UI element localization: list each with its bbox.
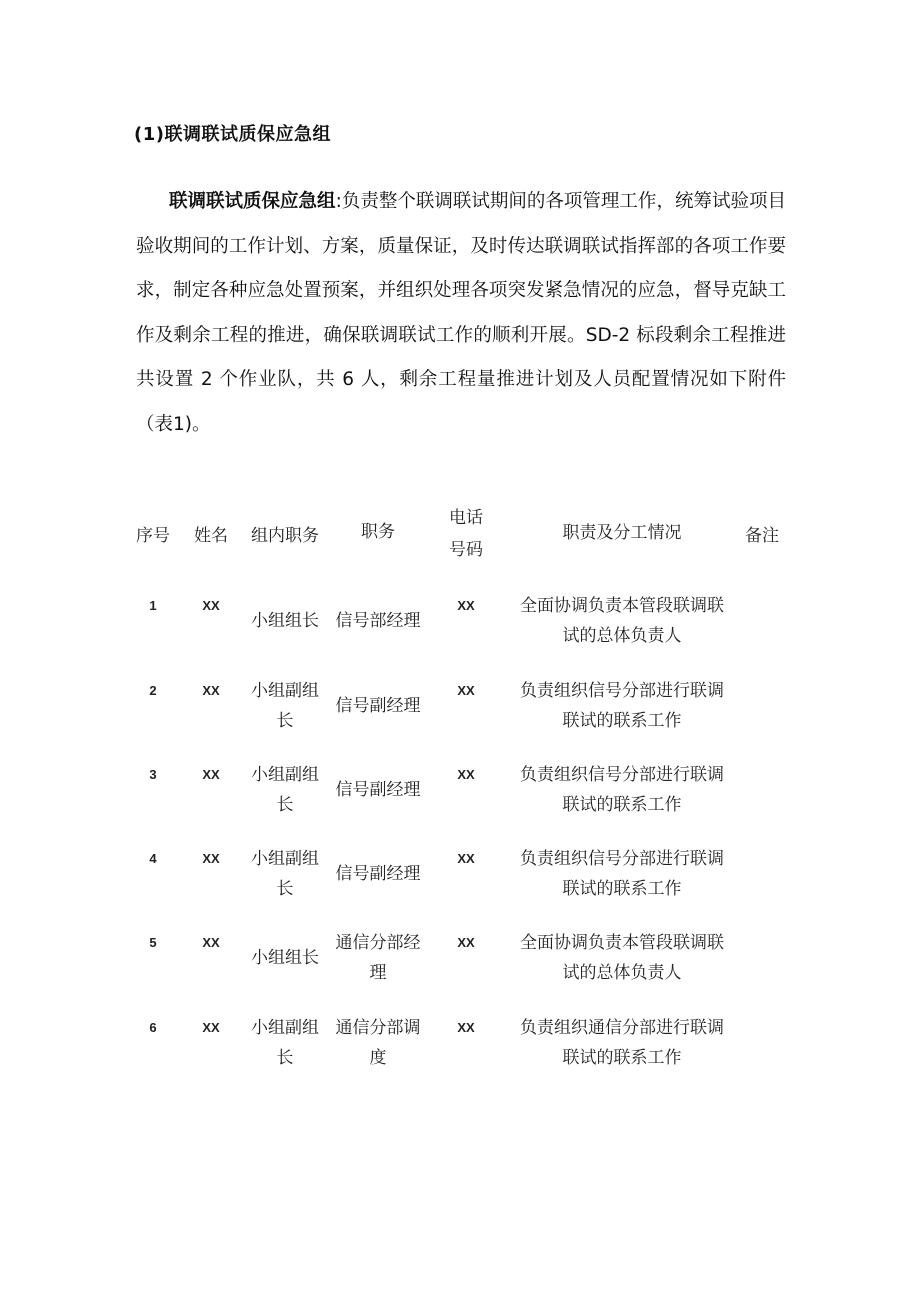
row-6-position (330, 1013, 426, 1073)
paragraph-lead: 联调联试质保应急组 (169, 191, 336, 212)
row-5-position (330, 928, 426, 988)
row-6-role (245, 1013, 325, 1073)
header-no: 序号 (136, 526, 170, 546)
row-4-duty-line-2: 联试的联系工作 (562, 879, 682, 899)
section-heading: (1)联调联试质保应急组 (134, 124, 331, 145)
row-5-no: 5 (149, 935, 157, 950)
row-5-duty-line-2: 试的总体负责人 (562, 963, 682, 983)
row-4-role (245, 844, 325, 904)
row-4-duty (506, 844, 738, 904)
header-phone-line1: 电话 (449, 508, 483, 528)
row-3-no: 3 (149, 767, 157, 782)
row-1-name: XX (202, 598, 220, 613)
row-3-role-line-1: 小组副组 (251, 765, 319, 785)
row-4-role-line-1: 小组副组 (251, 849, 319, 869)
row-1-role (245, 606, 325, 636)
row-6-phone: XX (457, 1020, 475, 1035)
row-6-name: XX (202, 1020, 220, 1035)
row-2-no: 2 (149, 683, 157, 698)
row-1-no: 1 (149, 598, 157, 613)
row-5-position-line-2: 理 (369, 963, 387, 983)
header-name: 姓名 (194, 526, 228, 546)
row-6-duty (506, 1013, 738, 1073)
row-2-role (245, 676, 325, 736)
description-paragraph (136, 180, 786, 447)
row-3-duty-line-2: 联试的联系工作 (562, 795, 682, 815)
header-phone-line2: 号码 (449, 540, 483, 560)
row-3-position-line-1: 信号副经理 (335, 780, 421, 800)
row-1-duty (506, 591, 738, 651)
row-2-duty-line-1: 负责组织信号分部进行联调 (520, 681, 724, 701)
row-6-role-line-1: 小组副组 (251, 1018, 319, 1038)
row-4-phone: XX (457, 851, 475, 866)
row-3-role (245, 760, 325, 820)
row-4-position-line-1: 信号副经理 (335, 864, 421, 884)
row-1-duty-line-1: 全面协调负责本管段联调联 (520, 596, 724, 616)
row-6-duty-line-2: 联试的联系工作 (562, 1048, 682, 1068)
row-2-phone: XX (457, 683, 475, 698)
header-duty: 职责及分工情况 (562, 523, 682, 543)
row-3-role-line-2: 长 (276, 795, 294, 815)
row-6-duty-line-1: 负责组织通信分部进行联调 (520, 1018, 724, 1038)
row-5-role-line-1: 小组组长 (251, 948, 319, 968)
row-5-position-line-1: 通信分部经 (335, 933, 421, 953)
row-5-name: XX (202, 935, 220, 950)
row-2-duty (506, 676, 738, 736)
row-3-duty-line-1: 负责组织信号分部进行联调 (520, 765, 724, 785)
row-4-position (330, 859, 426, 889)
row-1-phone: XX (457, 598, 475, 613)
row-5-duty-line-1: 全面协调负责本管段联调联 (520, 933, 724, 953)
row-1-position (330, 606, 426, 636)
header-phone (444, 502, 488, 566)
row-2-position (330, 691, 426, 721)
row-5-role (245, 943, 325, 973)
row-3-position (330, 775, 426, 805)
row-6-role-line-2: 长 (276, 1048, 294, 1068)
row-4-name: XX (202, 851, 220, 866)
row-6-position-line-2: 度 (369, 1048, 387, 1068)
header-role: 组内职务 (251, 526, 319, 546)
row-1-duty-line-2: 试的总体负责人 (562, 626, 682, 646)
header-note: 备注 (745, 526, 779, 546)
row-2-position-line-1: 信号副经理 (335, 696, 421, 716)
row-3-name: XX (202, 767, 220, 782)
row-4-duty-line-1: 负责组织信号分部进行联调 (520, 849, 724, 869)
row-6-position-line-1: 通信分部调 (335, 1018, 421, 1038)
row-2-role-line-2: 长 (276, 711, 294, 731)
row-1-role-line-1: 小组组长 (251, 611, 319, 631)
row-4-role-line-2: 长 (276, 879, 294, 899)
row-2-name: XX (202, 683, 220, 698)
row-3-phone: XX (457, 767, 475, 782)
row-3-duty (506, 760, 738, 820)
row-1-position-line-1: 信号部经理 (335, 611, 421, 631)
header-position: 职务 (361, 522, 395, 542)
row-5-phone: XX (457, 935, 475, 950)
row-2-duty-line-2: 联试的联系工作 (562, 711, 682, 731)
row-5-duty (506, 928, 738, 988)
row-4-no: 4 (149, 851, 157, 866)
row-2-role-line-1: 小组副组 (251, 681, 319, 701)
paragraph-body: :负责整个联调联试期间的各项管理工作，统筹试验项目验收期间的工作计划、方案，质量保证，及时传达联调联试指挥部的各项工作要求，制定各种应急处置预案，并组织处理各项突发紧急情况的应急，督导克缺工作及剩余工程的推进，确保联调联试工作的顺利开展。SD-2 标段剩余工程推进共设置 2 个作业队，共 6 人，剩余工程量推进计划及人员配置情况如下附件（表1)。 (136, 191, 786, 435)
row-6-no: 6 (149, 1020, 157, 1035)
